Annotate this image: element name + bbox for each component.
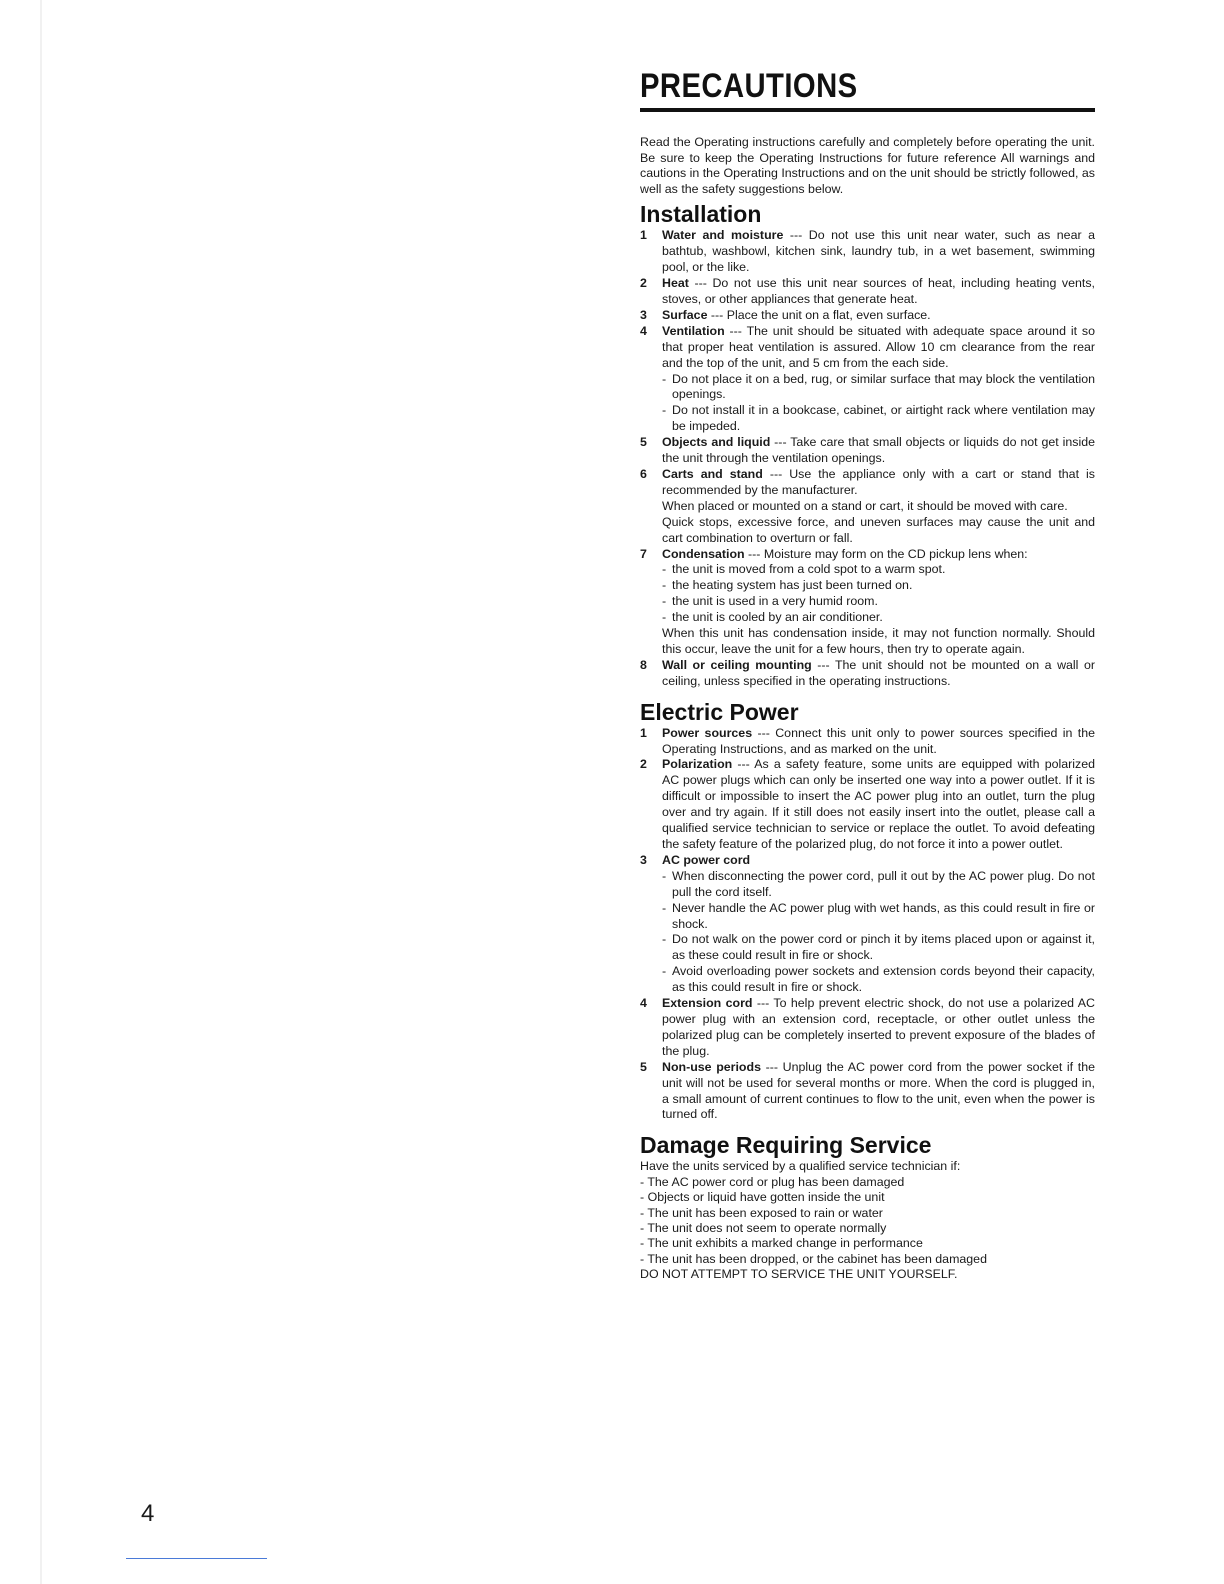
electric-power-list bbox=[640, 726, 1095, 1124]
installation-list bbox=[640, 228, 1095, 689]
item-sub bbox=[662, 372, 1095, 404]
sub-dash: - bbox=[662, 562, 667, 577]
item-text bbox=[662, 467, 1095, 499]
item-body: Moisture may form on the CD pickup lens when: bbox=[763, 546, 1028, 561]
item-separator: --- bbox=[770, 435, 791, 450]
item-number: 8 bbox=[640, 657, 647, 672]
list-item bbox=[640, 996, 1095, 1060]
title-rule bbox=[640, 108, 1095, 112]
item-separator: --- bbox=[752, 996, 774, 1011]
item-sub bbox=[662, 901, 1095, 933]
damage-item: - The AC power cord or plug has been damaged bbox=[640, 1174, 905, 1189]
item-text bbox=[662, 658, 1095, 690]
electric-power-heading: Electric Power bbox=[640, 698, 799, 725]
damage-heading: Damage Requiring Service bbox=[640, 1132, 932, 1159]
damage-item: - The unit has been dropped, or the cabinet has been damaged bbox=[640, 1251, 987, 1266]
item-lead: Carts and stand bbox=[662, 466, 763, 481]
item-lead: Non-use periods bbox=[662, 1059, 761, 1074]
item-sub bbox=[662, 932, 1095, 964]
sub-text: the heating system has just been turned on. bbox=[672, 578, 913, 593]
item-extra: Quick stops, excessive force, and uneven surfaces may cause the unit and cart combination to overturn or fall. bbox=[662, 514, 1095, 545]
sub-text: the unit is moved from a cold spot to a warm spot. bbox=[672, 562, 946, 577]
item-number: 3 bbox=[640, 852, 647, 867]
item-lead: Surface bbox=[662, 307, 708, 322]
item-text bbox=[662, 1060, 1095, 1124]
item-text bbox=[662, 757, 1095, 852]
item-body: As a safety feature, some units are equipped with polarized AC power plugs which can only be inserted one way into a power outlet. If it is difficult or impossible to insert the AC power plug into an outlet, turn the plug over and try again. If it still does not easily insert into the outlet, please call a qualified service technician to service or replace the outlet. To avoid defeating the safety feature of the polarized plug, do not force it into a power outlet. bbox=[662, 757, 1095, 851]
item-lead: Polarization bbox=[662, 757, 733, 772]
page-number: 4 bbox=[141, 1500, 155, 1527]
item-separator: --- bbox=[760, 1059, 783, 1074]
item-separator: --- bbox=[752, 725, 776, 740]
item-sub bbox=[662, 964, 1095, 996]
item-lead: AC power cord bbox=[662, 852, 751, 867]
installation-heading: Installation bbox=[640, 201, 762, 228]
page-title: PRECAUTIONS bbox=[640, 67, 858, 105]
item-text bbox=[662, 726, 1095, 758]
item-separator: --- bbox=[688, 276, 713, 291]
damage-item: - Objects or liquid have gotten inside the unit bbox=[640, 1190, 885, 1205]
item-number: 1 bbox=[640, 228, 647, 243]
item-text bbox=[662, 435, 1095, 467]
item-sub bbox=[662, 869, 1095, 901]
sub-dash: - bbox=[662, 932, 667, 947]
bottom-rule bbox=[126, 1558, 267, 1559]
list-item bbox=[640, 276, 1095, 308]
item-number: 4 bbox=[640, 323, 647, 338]
item-lead: Ventilation bbox=[662, 323, 725, 338]
item-sub bbox=[662, 594, 1095, 610]
item-body: Place the unit on a flat, even surface. bbox=[726, 307, 931, 322]
list-item bbox=[640, 467, 1095, 547]
item-separator: --- bbox=[744, 546, 764, 561]
item-body: The unit should not be mounted on a wall or ceiling, unless specified in the operating instructions. bbox=[662, 657, 1095, 688]
item-body: Take care that small objects or liquids do not get inside the unit through the ventilation openings. bbox=[662, 435, 1095, 466]
item-separator: --- bbox=[811, 657, 835, 672]
sub-text: Do not install it in a bookcase, cabinet, or airtight rack where ventilation may be impeded. bbox=[672, 403, 1095, 434]
item-separator: --- bbox=[707, 307, 727, 322]
item-text bbox=[662, 308, 1095, 324]
sub-dash: - bbox=[662, 868, 667, 883]
item-body: Use the appliance only with a cart or stand that is recommended by the manufacturer. bbox=[662, 466, 1095, 497]
item-text bbox=[662, 547, 1095, 563]
damage-item: - The unit exhibits a marked change in performance bbox=[640, 1236, 923, 1251]
item-number: 5 bbox=[640, 1059, 647, 1074]
list-item bbox=[640, 308, 1095, 324]
item-number: 4 bbox=[640, 996, 647, 1011]
precautions-column bbox=[640, 66, 1095, 1283]
sub-dash: - bbox=[662, 964, 667, 979]
damage-warning: DO NOT ATTEMPT TO SERVICE THE UNIT YOURSELF. bbox=[640, 1267, 958, 1282]
item-number: 2 bbox=[640, 276, 647, 291]
list-item bbox=[640, 1060, 1095, 1124]
sub-dash: - bbox=[662, 403, 667, 418]
item-sub bbox=[662, 578, 1095, 594]
sub-text: Avoid overloading power sockets and extension cords beyond their capacity, as this could result in fire or shock. bbox=[672, 964, 1095, 995]
item-lead: Water and moisture bbox=[662, 228, 784, 243]
item-text bbox=[662, 324, 1095, 372]
sub-text: Never handle the AC power plug with wet hands, as this could result in fire or shock. bbox=[672, 900, 1095, 931]
item-lead: Objects and liquid bbox=[662, 435, 771, 450]
sub-text: the unit is used in a very humid room. bbox=[672, 594, 878, 609]
item-number: 1 bbox=[640, 725, 647, 740]
item-after: When this unit has condensation inside, it may not function normally. Should this occur, leave the unit for a few hours, then try to operate again. bbox=[662, 626, 1095, 656]
list-item bbox=[640, 228, 1095, 276]
damage-item: - The unit has been exposed to rain or water bbox=[640, 1205, 883, 1220]
item-lead: Extension cord bbox=[662, 996, 753, 1011]
item-separator: --- bbox=[724, 323, 747, 338]
list-item bbox=[640, 757, 1095, 852]
item-lead: Wall or ceiling mounting bbox=[662, 657, 812, 672]
item-lead: Condensation bbox=[662, 546, 745, 561]
sub-dash: - bbox=[662, 594, 667, 609]
item-separator: --- bbox=[783, 228, 809, 243]
sub-text: Do not place it on a bed, rug, or similar surface that may block the ventilation openings. bbox=[672, 371, 1095, 402]
item-text bbox=[662, 276, 1095, 308]
item-separator: --- bbox=[732, 757, 755, 772]
item-number: 3 bbox=[640, 307, 647, 322]
item-number: 5 bbox=[640, 435, 647, 450]
item-text bbox=[662, 853, 1095, 869]
item-number: 6 bbox=[640, 466, 647, 481]
list-item bbox=[640, 726, 1095, 758]
sub-dash: - bbox=[662, 610, 667, 625]
item-separator: --- bbox=[762, 466, 790, 481]
sub-text: Do not walk on the power cord or pinch it by items placed upon or against it, as these could result in fire or shock. bbox=[672, 932, 1095, 963]
scan-edge bbox=[40, 0, 42, 1584]
intro-paragraph: Read the Operating instructions carefully and completely before operating the unit. Be sure to keep the Operating Instructions for future reference All warnings and cautions in the Operating Instructions and on the unit should be strictly followed, as well as the safety suggestions below. bbox=[640, 135, 1095, 196]
sub-text: the unit is cooled by an air conditioner. bbox=[672, 610, 883, 625]
list-item bbox=[640, 435, 1095, 467]
item-number: 2 bbox=[640, 757, 647, 772]
item-text bbox=[662, 996, 1095, 1060]
item-body: Unplug the AC power cord from the power socket if the unit will not be used for several months or more. When the cord is plugged in, a small amount of current continues to flow to the unit, even when the power is turned off. bbox=[662, 1059, 1096, 1122]
list-item bbox=[640, 853, 1095, 996]
item-body: The unit should be situated with adequate space around it so that proper heat ventilation is assured. Allow 10 cm clearance from the rear and the top of the unit, and 5 cm from the each side. bbox=[662, 323, 1096, 370]
item-text bbox=[662, 228, 1095, 276]
list-item bbox=[640, 658, 1095, 690]
damage-intro: Have the units serviced by a qualified service technician if: bbox=[640, 1159, 961, 1174]
sub-dash: - bbox=[662, 578, 667, 593]
item-lead: Power sources bbox=[662, 725, 753, 740]
item-body: To help prevent electric shock, do not use a polarized AC power plug with an extension cord, receptacle, or other outlet unless the polarized plug can be completely inserted to prevent exposure of the blades of the plug. bbox=[662, 996, 1095, 1058]
item-extra: When placed or mounted on a stand or cart, it should be moved with care. bbox=[662, 498, 1068, 513]
damage-list bbox=[640, 1175, 1095, 1267]
list-item bbox=[640, 547, 1095, 658]
sub-text: When disconnecting the power cord, pull it out by the AC power plug. Do not pull the cord itself. bbox=[672, 868, 1095, 899]
item-body: Do not use this unit near water, such as near a bathtub, washbowl, kitchen sink, laundry tub, in a wet basement, swimming pool, or the like. bbox=[662, 228, 1095, 275]
item-lead: Heat bbox=[662, 276, 689, 291]
list-item bbox=[640, 324, 1095, 435]
item-body: Connect this unit only to power sources specified in the Operating Instructions, and as marked on the unit. bbox=[662, 725, 1095, 756]
item-sub bbox=[662, 562, 1095, 578]
sub-dash: - bbox=[662, 371, 667, 386]
item-body: Do not use this unit near sources of heat, including heating vents, stoves, or other appliances that generate heat. bbox=[662, 276, 1095, 306]
damage-item: - The unit does not seem to operate normally bbox=[640, 1220, 887, 1235]
item-sub bbox=[662, 403, 1095, 435]
item-number: 7 bbox=[640, 546, 647, 561]
sub-dash: - bbox=[662, 900, 667, 915]
item-sub bbox=[662, 610, 1095, 626]
